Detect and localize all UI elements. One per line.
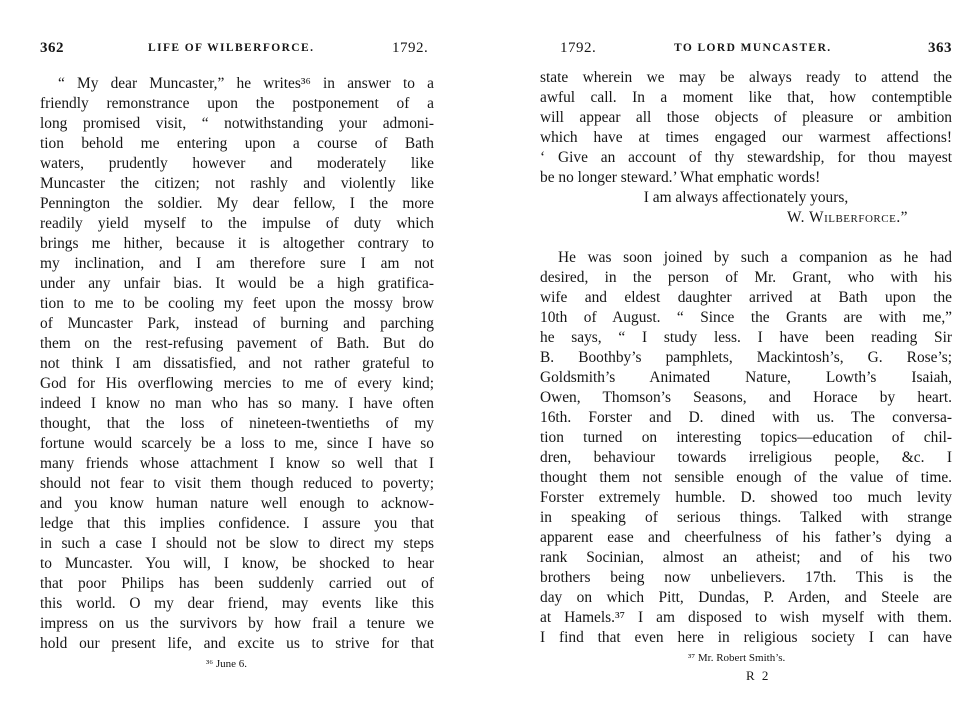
text-line: 16th. Forster and D. dined with us. The conversa- — [540, 409, 952, 426]
text-line: Muncaster the citizen; not rashly and violently like — [40, 175, 434, 192]
text-line: 10th of August. “ Since the Grants are with me,” — [540, 309, 952, 326]
text-line: many friends whose attachment I know so well that I — [40, 455, 434, 472]
text-line: dren, behaviour towards irreligious people, &c. I — [540, 449, 952, 466]
letter-closing: I am always affectionately yours, — [643, 189, 849, 206]
text-line: I find that even here in religious society I can have — [540, 629, 952, 646]
text-line: state wherein we may be always ready to attend the — [540, 69, 952, 86]
text-line: this world. O my dear friend, may events like this — [40, 595, 434, 612]
text-line: them on the rest-refusing pavement of Bath. But do — [40, 335, 434, 352]
text-line: long promised visit, “ notwithstanding your admoni- — [40, 115, 434, 132]
text-line: should not fear to visit them though reduced to poverty; — [40, 475, 434, 492]
text-line: ledge that this implies confidence. I assure you that — [40, 515, 434, 532]
text-line: fortune would scarcely be a loss to me, since I have so — [40, 435, 434, 452]
right-page — [520, 0, 980, 720]
text-line: friendly remonstrance upon the postponement of a — [40, 95, 434, 112]
text-line: which have at times engaged our warmest affections! — [540, 129, 952, 146]
text-line: B. Boothby’s pamphlets, Mackintosh’s, G. Rose’s; — [540, 349, 952, 366]
text-line: tion behold me entering upon a course of Bath — [40, 135, 434, 152]
text-line: under any unfair bias. It would be a high gratifica- — [40, 275, 434, 292]
text-line: God for His overflowing mercies to me of every kind; — [40, 375, 434, 392]
text-line: indeed I know no man who has so many. I have often — [40, 395, 434, 412]
text-line: will appear all those objects of pleasure or ambition — [540, 109, 952, 126]
running-year: 1792. — [392, 40, 429, 56]
text-line: Pennington the soldier. My dear fellow, I the more — [40, 195, 434, 212]
text-line: thought, that the loss of nineteen-twentieths of my — [40, 415, 434, 432]
text-line: in speaking of serious things. Talked with strange — [540, 509, 952, 526]
letter-signature: W. Wilberforce.” — [787, 209, 908, 226]
right-body-text — [540, 68, 952, 648]
text-line: that poor Philips has been suddenly carried out of — [40, 575, 434, 592]
paragraph-gap — [540, 228, 952, 248]
text-line: thought them not sensible enough of the value of time. — [540, 469, 952, 486]
page-number: 362 — [40, 40, 64, 56]
running-title: LIFE OF WILBERFORCE. — [148, 42, 315, 54]
narrative-paragraph — [540, 248, 952, 648]
left-page — [0, 0, 480, 720]
text-line: readily yield myself to the impulse of duty which — [40, 215, 434, 232]
text-line: at Hamels.³⁷ I am disposed to wish myself with them. — [540, 609, 952, 626]
text-line: awful call. In a moment like that, how contemptible — [540, 89, 952, 106]
text-line: be no longer steward.’ What emphatic words! — [540, 169, 821, 186]
text-line: ‘ Give an account of thy stewardship, for thou mayest — [540, 149, 952, 166]
text-line: impress on us the survivors by how frail a tenure we — [40, 615, 434, 632]
text-line: brothers being now unbelievers. 17th. This is the — [540, 569, 952, 586]
footnote-right: ³⁷ Mr. Robert Smith’s. — [688, 652, 786, 664]
text-line: wife and eldest daughter arrived at Bath upon the — [540, 289, 952, 306]
running-title: TO LORD MUNCASTER. — [674, 42, 832, 54]
letter-continuation — [540, 68, 952, 188]
text-line: Owen, Thomson’s Seasons, and Horace by heart. — [540, 389, 952, 406]
text-line: Goldsmith’s Animated Nature, Lowth’s Isaiah, — [540, 369, 952, 386]
footnote-left: ³⁶ June 6. — [206, 658, 248, 670]
text-line: desired, in the person of Mr. Grant, who with his — [540, 269, 952, 286]
page-number: 363 — [928, 40, 952, 56]
running-head-left — [40, 40, 440, 60]
text-line: hold our present life, and excite us to strive for that — [40, 635, 434, 652]
running-head-right — [540, 40, 952, 60]
text-line: tion turned on interesting topics—education of chil- — [540, 429, 952, 446]
text-line: of Muncaster Park, instead of burning and parching — [40, 315, 434, 332]
text-line: he says, “ I study less. I have been reading Sir — [540, 329, 952, 346]
text-line: day on which Pitt, Dundas, P. Arden, and Steele are — [540, 589, 952, 606]
text-line: waters, prudently however and moderately like — [40, 155, 434, 172]
signature-mark: R 2 — [746, 668, 771, 683]
text-line: apparent ease and cheerfulness of his father’s dying a — [540, 529, 952, 546]
text-line: and you know human nature well enough to acknow- — [40, 495, 434, 512]
text-line: my inclination, and I am therefore sure I am not — [40, 255, 434, 272]
text-line: tion to me to be cooling my feet upon the mossy brow — [40, 295, 434, 312]
running-year: 1792. — [560, 40, 597, 56]
text-line: He was soon joined by such a companion as he had — [558, 249, 952, 266]
text-line: rank Socinian, almost an atheist; and of his two — [540, 549, 952, 566]
text-line: not think I am dissatisfied, and not rather grateful to — [40, 355, 434, 372]
text-line: “ My dear Muncaster,” he writes³⁶ in answer to a — [58, 75, 434, 92]
text-line: in such a case I should not be slow to direct my steps — [40, 535, 434, 552]
left-body-text — [40, 74, 434, 654]
text-line: Forster extremely humble. D. showed too much levity — [540, 489, 952, 506]
text-line: brings me hither, because it is altogether contrary to — [40, 235, 434, 252]
text-line: to Muncaster. You will, I know, be shocked to hear — [40, 555, 434, 572]
